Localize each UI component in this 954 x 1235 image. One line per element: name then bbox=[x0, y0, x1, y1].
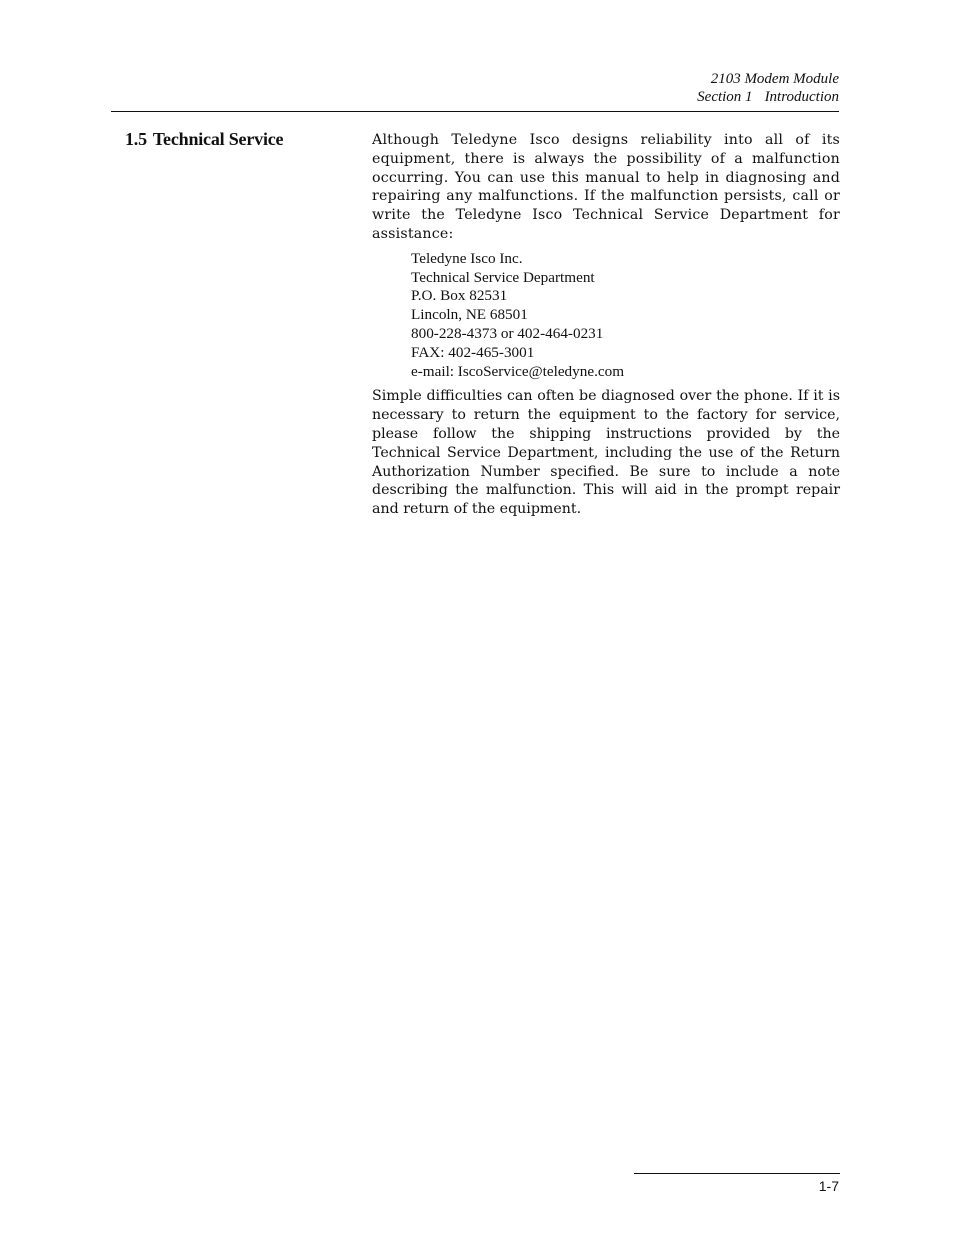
page-number: 1-7 bbox=[818, 1178, 839, 1194]
address-company: Teledyne Isco Inc. bbox=[411, 249, 523, 267]
closing-paragraph: Simple difficulties can often be diagnosed over the phone. If it is necessary to return the equipment to the factory for service, please follow the shipping instructions provided by the Technical Service Department, including the use of the Return Authorization Number specified. Be sure to include a note describing the malfunction. This will aid in the prompt repair and return of the equipment. bbox=[372, 388, 840, 518]
section-label: Section 1 bbox=[697, 89, 753, 105]
running-header bbox=[697, 70, 839, 106]
address-po-box: P.O. Box 82531 bbox=[411, 287, 508, 305]
address-department: Technical Service Department bbox=[411, 268, 595, 286]
intro-paragraph: Although Teledyne Isco designs reliability into all of its equipment, there is always the possibility of a malfunction occurring. You can use this manual to help in diagnosing and repairing any malfunctions. If the malfunction persists, call or write the Teledyne Isco Technical Service Department for assistance: bbox=[372, 132, 840, 242]
address-email: e-mail: IscoService@teledyne.com bbox=[411, 362, 625, 380]
footer-rule bbox=[634, 1173, 840, 1174]
document-title: 2103 Modem Module bbox=[710, 71, 839, 87]
address-city: Lincoln, NE 68501 bbox=[411, 306, 528, 324]
header-rule bbox=[111, 111, 839, 112]
address-fax: FAX: 402-465-3001 bbox=[411, 343, 535, 361]
section-name: Introduction bbox=[764, 89, 839, 105]
section-heading bbox=[125, 128, 283, 150]
address-phone: 800-228-4373 or 402-464-0231 bbox=[411, 324, 604, 342]
section-title: Technical Service bbox=[152, 129, 284, 149]
contact-address bbox=[411, 250, 840, 382]
section-number: 1.5 bbox=[125, 129, 147, 149]
section-line bbox=[697, 88, 839, 106]
body-column bbox=[372, 131, 840, 519]
